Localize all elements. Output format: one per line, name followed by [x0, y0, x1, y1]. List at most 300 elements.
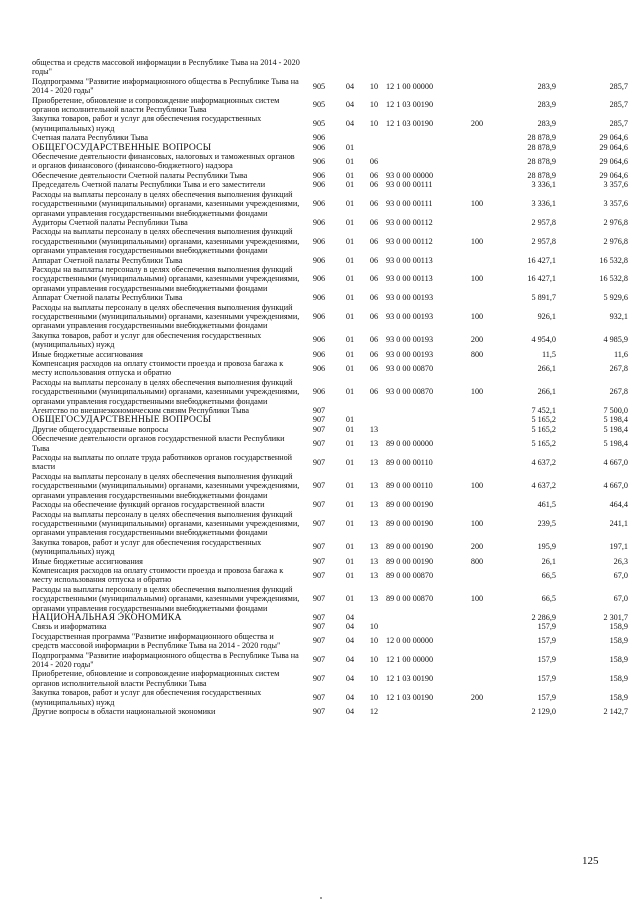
amount-year-2: 16 532,8: [599, 255, 628, 265]
table-row: [32, 350, 628, 359]
subsection-code: [362, 415, 386, 424]
section-code: 04: [345, 707, 355, 717]
target-article-code: [386, 143, 460, 152]
amount-year-1: 2 957,8: [531, 217, 556, 227]
amount-year-2: 2 142,7: [603, 707, 628, 717]
subsection-code: [362, 133, 386, 142]
table-row: [32, 538, 628, 557]
expense-type-code: 100: [470, 311, 484, 321]
row-name: Расходы на выплаты персоналу в целях обеспечения выполнения функций государственными (муниципальными) органами, казенными учреждениями, органами управления государственными внебюджетными фондами: [32, 584, 300, 613]
admin-code: 907: [312, 655, 326, 665]
amount-year-2: 5 198,4: [603, 438, 628, 448]
row-name: Закупка товаров, работ и услуг для обеспечения государственных (муниципальных) нужд: [32, 688, 262, 707]
expense-type-code: 200: [470, 692, 484, 702]
table-row: [32, 114, 628, 133]
table-row: [32, 58, 628, 77]
amount-year-2: 3 357,6: [603, 199, 628, 209]
target-article-code: 12 1 00 00000: [386, 655, 434, 665]
admin-code: 906: [312, 133, 326, 143]
amount-year-2: 16 532,8: [599, 274, 628, 284]
target-article-code: 93 0 00 00193: [386, 335, 434, 345]
admin-code: 905: [312, 119, 326, 129]
table-row: [32, 218, 628, 227]
admin-code: 905: [312, 100, 326, 110]
table-row: [32, 622, 628, 631]
row-name: Счетная палата Республики Тыва: [32, 133, 149, 143]
expense-type-code: [460, 669, 494, 688]
amount-year-1: 5 165,2: [531, 438, 556, 448]
row-name: Закупка товаров, работ и услуг для обеспечения государственных (муниципальных) нужд: [32, 537, 262, 557]
amount-year-1: 3 336,1: [531, 180, 556, 190]
admin-code: 907: [312, 518, 326, 528]
amount-year-2: 4 667,0: [603, 457, 628, 467]
expense-type-code: [460, 632, 494, 651]
budget-table-body: [32, 58, 628, 716]
admin-code: 906: [312, 255, 326, 265]
amount-year-1: 2 957,8: [531, 236, 556, 246]
amount-year-2: 158,9: [609, 655, 628, 665]
amount-year-1: 3 336,1: [531, 199, 556, 209]
amount-year-1: 283,9: [537, 119, 556, 129]
amount-year-2: 29 064,6: [599, 142, 628, 152]
row-name: Компенсация расходов на оплату стоимости проезда и провоза багажа к месту использования отпуска и обратно: [32, 565, 284, 585]
admin-code: 907: [312, 542, 326, 552]
admin-code: 906: [312, 217, 326, 227]
amount-year-1: 28 878,9: [527, 133, 556, 143]
amount-year-2: 3 357,6: [603, 180, 628, 190]
expense-type-code: [460, 500, 494, 509]
table-row: [32, 510, 628, 538]
table-row: [32, 227, 628, 255]
subsection-code: [362, 143, 386, 152]
amount-year-1: 16 427,1: [527, 274, 556, 284]
target-article-code: 93 0 00 00113: [386, 255, 433, 265]
admin-code: 906: [312, 363, 326, 373]
subsection-code: 12: [369, 707, 379, 717]
target-article-code: 93 0 00 00111: [386, 180, 433, 190]
admin-code: 907: [312, 622, 326, 632]
expense-type-code: [460, 359, 494, 378]
expense-type-code: 100: [470, 199, 484, 209]
row-name: Расходы на выплаты персоналу в целях обеспечения выполнения функций государственными (муниципальными) органами, казенными учреждениями, органами управления государственными внебюджетными фондами: [32, 264, 300, 293]
expense-type-code: 100: [470, 481, 484, 491]
section-code: 01: [345, 556, 355, 566]
amount-year-2: [556, 58, 628, 77]
expense-type-code: [460, 406, 494, 415]
expense-type-code: 100: [470, 594, 484, 604]
expense-type-code: 100: [470, 518, 484, 528]
amount-year-1: 195,9: [537, 542, 556, 552]
section-code: 04: [345, 622, 355, 632]
subsection-code: 06: [369, 199, 379, 209]
target-article-code: 12 1 00 00000: [386, 81, 434, 91]
expense-type-code: [460, 707, 494, 716]
subsection-code: 06: [369, 387, 379, 397]
row-name: НАЦИОНАЛЬНАЯ ЭКОНОМИКА: [32, 611, 182, 623]
section-code: 01: [345, 156, 355, 166]
target-article-code: 12 0 00 00000: [386, 636, 434, 646]
subsection-code: 06: [369, 293, 379, 303]
subsection-code: 13: [369, 594, 379, 604]
amount-year-2: 158,9: [609, 692, 628, 702]
admin-code: 907: [312, 415, 326, 425]
subsection-code: 06: [369, 170, 379, 180]
row-name: Расходы на выплаты персоналу в целях обеспечения выполнения функций государственными (муниципальными) органами, казенными учреждениями, органами управления государственными внебюджетными фондами: [32, 189, 300, 218]
amount-year-1: [494, 58, 556, 77]
subsection-code: 10: [369, 119, 379, 129]
amount-year-2: 241,1: [609, 518, 628, 528]
section-header-row: [32, 613, 628, 622]
subsection-code: 06: [369, 335, 379, 345]
amount-year-2: 5 198,4: [603, 415, 628, 425]
amount-year-2: 267,8: [609, 387, 628, 397]
amount-year-2: 464,4: [609, 500, 628, 510]
amount-year-1: 157,9: [537, 692, 556, 702]
amount-year-1: 28 878,9: [527, 142, 556, 152]
row-name: Агентство по внешнеэкономическим связям Республики Тыва: [32, 406, 249, 416]
section-code: 01: [345, 349, 355, 359]
amount-year-1: 28 878,9: [527, 156, 556, 166]
admin-code: 907: [312, 438, 326, 448]
page-number: 125: [582, 855, 599, 867]
amount-year-1: 157,9: [537, 674, 556, 684]
target-article-code: 12 1 03 00190: [386, 100, 434, 110]
amount-year-1: 283,9: [537, 100, 556, 110]
expense-type-code: [460, 293, 494, 302]
amount-year-2: 2 976,8: [603, 236, 628, 246]
target-article-code: [386, 415, 460, 424]
row-name: Другие вопросы в области национальной экономики: [32, 707, 216, 717]
amount-year-1: 157,9: [537, 655, 556, 665]
amount-year-2: 67,0: [613, 570, 628, 580]
target-article-code: [386, 133, 460, 142]
section-code: 01: [345, 236, 355, 246]
row-name: Расходы на выплаты персоналу в целях обеспечения выполнения функций государственными (муниципальными) органами, казенными учреждениями, органами управления государственными внебюджетными фондами: [32, 302, 300, 331]
expense-type-code: [460, 651, 494, 670]
target-article-code: [386, 707, 460, 716]
target-article-code: 89 0 00 00870: [386, 594, 434, 604]
table-row: [32, 500, 628, 509]
amount-year-1: 926,1: [537, 311, 556, 321]
amount-year-1: 28 878,9: [527, 170, 556, 180]
subsection-code: [362, 613, 386, 622]
subsection-code: 10: [369, 636, 379, 646]
section-code: 01: [345, 311, 355, 321]
section-code: 01: [345, 142, 355, 152]
row-name: Закупка товаров, работ и услуг для обеспечения государственных (муниципальных) нужд: [32, 114, 262, 133]
subsection-code: [362, 58, 386, 77]
admin-code: 907: [312, 500, 326, 510]
target-article-code: 93 0 00 00113: [386, 274, 433, 284]
admin-code: 906: [312, 236, 326, 246]
subsection-code: 13: [369, 518, 379, 528]
amount-year-1: 16 427,1: [527, 255, 556, 265]
expense-type-code: [460, 58, 494, 77]
expense-type-code: [460, 96, 494, 115]
amount-year-1: 7 452,1: [531, 406, 556, 416]
budget-table: [32, 58, 628, 716]
row-name: Обеспечение деятельности финансовых, налоговых и таможенных органов и органов финансового (финансово-бюджетного) надзора: [32, 152, 295, 171]
target-article-code: 93 0 00 00193: [386, 349, 434, 359]
amount-year-2: 158,9: [609, 622, 628, 632]
expense-type-code: 100: [470, 387, 484, 397]
target-article-code: 12 1 03 00190: [386, 674, 434, 684]
table-row: [32, 303, 628, 331]
table-row: [32, 472, 628, 500]
amount-year-2: 29 064,6: [599, 156, 628, 166]
target-article-code: [386, 613, 460, 622]
amount-year-1: 461,5: [537, 500, 556, 510]
expense-type-code: [460, 133, 494, 142]
amount-year-1: 26,1: [541, 556, 556, 566]
admin-code: 905: [312, 81, 326, 91]
target-article-code: 89 0 00 00000: [386, 438, 434, 448]
section-code: 04: [345, 612, 355, 622]
target-article-code: 93 0 00 00193: [386, 293, 434, 303]
expense-type-code: 100: [470, 236, 484, 246]
admin-code: 907: [312, 692, 326, 702]
section-code: 04: [345, 636, 355, 646]
amount-year-1: 283,9: [537, 81, 556, 91]
table-row: [32, 585, 628, 613]
amount-year-1: 66,5: [541, 594, 556, 604]
amount-year-1: 239,5: [537, 518, 556, 528]
table-row: [32, 190, 628, 218]
admin-code: 907: [312, 612, 326, 622]
admin-code: 906: [312, 311, 326, 321]
section-code: 01: [345, 542, 355, 552]
target-article-code: 89 0 00 00870: [386, 570, 434, 580]
section-code: 01: [345, 424, 355, 434]
target-article-code: 89 0 00 00190: [386, 556, 434, 566]
expense-type-code: 800: [470, 349, 484, 359]
admin-code: 907: [312, 636, 326, 646]
target-article-code: 93 0 00 00870: [386, 387, 434, 397]
target-article-code: [386, 425, 460, 434]
table-row: [32, 152, 628, 171]
row-name: Приобретение, обновление и сопровождение информационных систем органов исполнительной власти Республики Тыва: [32, 669, 280, 688]
section-code: 01: [345, 217, 355, 227]
row-name: Компенсация расходов на оплату стоимости проезда и провоза багажа к месту использования отпуска и обратно: [32, 359, 284, 378]
subsection-code: 13: [369, 438, 379, 448]
row-name: Связь и информатика: [32, 622, 107, 632]
subsection-code: 10: [369, 674, 379, 684]
row-name: Закупка товаров, работ и услуг для обеспечения государственных (муниципальных) нужд: [32, 330, 262, 350]
amount-year-2: 285,7: [609, 119, 628, 129]
subsection-code: 06: [369, 236, 379, 246]
amount-year-2: 158,9: [609, 674, 628, 684]
budget-page: [32, 58, 628, 716]
amount-year-1: 4 637,2: [531, 481, 556, 491]
table-row: [32, 707, 628, 716]
section-code: 01: [345, 570, 355, 580]
section-code: 01: [345, 180, 355, 190]
row-name: Государственная программа "Развитие информационного общества и средств массовой информации в Республике Тыва на 2014 - 2020 годы": [32, 631, 281, 651]
table-row: [32, 632, 628, 651]
admin-code: 907: [312, 570, 326, 580]
subsection-code: 13: [369, 424, 379, 434]
scan-speck: [320, 897, 322, 899]
expense-type-code: 200: [470, 542, 484, 552]
target-article-code: 93 0 00 00870: [386, 363, 434, 373]
table-row: [32, 256, 628, 265]
target-article-code: 89 0 00 00190: [386, 542, 434, 552]
row-name: Аудиторы Счетной палаты Республики Тыва: [32, 217, 188, 227]
row-name: Расходы на выплаты персоналу в целях обеспечения выполнения функций государственными (муниципальными) органами, казенными учреждениями, органами управления государственными внебюджетными фондами: [32, 377, 300, 406]
amount-year-2: 932,1: [609, 311, 628, 321]
section-code: 01: [345, 481, 355, 491]
amount-year-2: 2 301,7: [603, 612, 628, 622]
subsection-code: 13: [369, 556, 379, 566]
row-name: Расходы на обеспечение функций органов государственной власти: [32, 500, 265, 510]
table-row: [32, 77, 628, 96]
row-name: Аппарат Счетной палаты Республики Тыва: [32, 293, 183, 303]
amount-year-2: 285,7: [609, 100, 628, 110]
section-code: 01: [345, 438, 355, 448]
row-name: Председатель Счетной палаты Республики Тыва и его заместители: [32, 180, 266, 190]
admin-code: 907: [312, 481, 326, 491]
section-code: 04: [345, 100, 355, 110]
expense-type-code: 200: [470, 119, 484, 129]
admin-code: 906: [312, 387, 326, 397]
target-article-code: 89 0 00 00110: [386, 457, 433, 467]
expense-type-code: [460, 425, 494, 434]
admin-code: 906: [312, 293, 326, 303]
amount-year-1: 2 286,9: [531, 612, 556, 622]
section-code: 01: [345, 170, 355, 180]
subsection-code: 06: [369, 255, 379, 265]
target-article-code: 89 0 00 00110: [386, 481, 433, 491]
admin-code: 907: [312, 424, 326, 434]
table-row: [32, 669, 628, 688]
target-article-code: 93 0 00 00111: [386, 199, 433, 209]
table-row: [32, 688, 628, 707]
row-name: Иные бюджетные ассигнования: [32, 556, 143, 566]
subsection-code: 13: [369, 542, 379, 552]
target-article-code: [386, 406, 460, 415]
admin-code: [300, 58, 338, 77]
subsection-code: [362, 406, 386, 415]
expense-type-code: [460, 77, 494, 96]
admin-code: 906: [312, 199, 326, 209]
section-header-row: [32, 143, 628, 152]
section-code: 01: [345, 457, 355, 467]
amount-year-2: 5 198,4: [603, 424, 628, 434]
admin-code: 906: [312, 156, 326, 166]
amount-year-2: 285,7: [609, 81, 628, 91]
expense-type-code: [460, 566, 494, 585]
row-name: Обеспечение деятельности органов государственной власти Республики Тыва: [32, 434, 285, 453]
section-code: 04: [345, 692, 355, 702]
subsection-code: 06: [369, 349, 379, 359]
expense-type-code: 100: [470, 274, 484, 284]
admin-code: 906: [312, 142, 326, 152]
section-code: 01: [345, 594, 355, 604]
section-code: 01: [345, 500, 355, 510]
section-code: 01: [345, 335, 355, 345]
amount-year-1: 266,1: [537, 387, 556, 397]
subsection-code: 13: [369, 500, 379, 510]
admin-code: 907: [312, 674, 326, 684]
admin-code: 907: [312, 707, 326, 717]
subsection-code: 13: [369, 481, 379, 491]
subsection-code: 06: [369, 156, 379, 166]
amount-year-1: 11,5: [541, 349, 556, 359]
row-name: Подпрограмма "Развитие информационного общества в Республике Тыва на 2014 - 2020 годы": [32, 650, 299, 669]
amount-year-1: 157,9: [537, 622, 556, 632]
row-name: Расходы на выплаты персоналу в целях обеспечения выполнения функций государственными (муниципальными) органами, казенными учреждениями, органами управления государственными внебюджетными фондами: [32, 227, 300, 256]
target-article-code: 93 0 00 00112: [386, 236, 433, 246]
admin-code: 907: [312, 457, 326, 467]
amount-year-1: 266,1: [537, 363, 556, 373]
subsection-code: 10: [369, 81, 379, 91]
section-header-row: [32, 415, 628, 424]
section-code: 01: [345, 199, 355, 209]
expense-type-code: 800: [470, 556, 484, 566]
subsection-code: 06: [369, 363, 379, 373]
expense-type-code: [460, 415, 494, 424]
target-article-code: 93 0 00 00000: [386, 170, 434, 180]
table-row: [32, 425, 628, 434]
amount-year-2: 5 929,6: [603, 293, 628, 303]
amount-year-2: 29 064,6: [599, 170, 628, 180]
admin-code: 906: [312, 349, 326, 359]
expense-type-code: [460, 613, 494, 622]
expense-type-code: [460, 143, 494, 152]
target-article-code: 89 0 00 00190: [386, 518, 434, 528]
amount-year-2: 2 976,8: [603, 217, 628, 227]
amount-year-1: 2 129,0: [531, 707, 556, 717]
amount-year-1: 66,5: [541, 570, 556, 580]
admin-code: 906: [312, 274, 326, 284]
amount-year-1: 4 637,2: [531, 457, 556, 467]
amount-year-2: 29 064,6: [599, 133, 628, 143]
table-row: [32, 557, 628, 566]
subsection-code: 06: [369, 274, 379, 284]
row-name: Подпрограмма "Развитие информационного общества в Республике Тыва на 2014 - 2020 годы": [32, 76, 299, 96]
amount-year-1: 5 165,2: [531, 415, 556, 425]
row-name: Приобретение, обновление и сопровождение информационных систем органов исполнительной власти Республики Тыва: [32, 95, 280, 115]
section-code: 01: [345, 274, 355, 284]
amount-year-1: 4 954,0: [531, 335, 556, 345]
section-code: 01: [345, 255, 355, 265]
admin-code: 906: [312, 180, 326, 190]
amount-year-2: 158,9: [609, 636, 628, 646]
expense-type-code: 200: [470, 335, 484, 345]
section-code: 04: [345, 674, 355, 684]
section-code: 04: [345, 81, 355, 91]
amount-year-1: 5 165,2: [531, 424, 556, 434]
row-name: Иные бюджетные ассигнования: [32, 349, 143, 359]
subsection-code: 06: [369, 311, 379, 321]
row-name: Обеспечение деятельности Счетной палаты Республики Тыва: [32, 170, 248, 180]
expense-type-code: [460, 171, 494, 180]
amount-year-2: 197,1: [609, 542, 628, 552]
section-code: [338, 58, 362, 77]
subsection-code: 13: [369, 570, 379, 580]
target-article-code: 93 0 00 00193: [386, 311, 434, 321]
expense-type-code: [460, 218, 494, 227]
subsection-code: 10: [369, 692, 379, 702]
section-code: [338, 406, 362, 415]
expense-type-code: [460, 622, 494, 631]
amount-year-2: 4 667,0: [603, 481, 628, 491]
target-article-code: 93 0 00 00112: [386, 217, 433, 227]
amount-year-2: 4 985,9: [603, 335, 628, 345]
table-row: [32, 180, 628, 189]
subsection-code: 13: [369, 457, 379, 467]
section-code: 01: [345, 518, 355, 528]
